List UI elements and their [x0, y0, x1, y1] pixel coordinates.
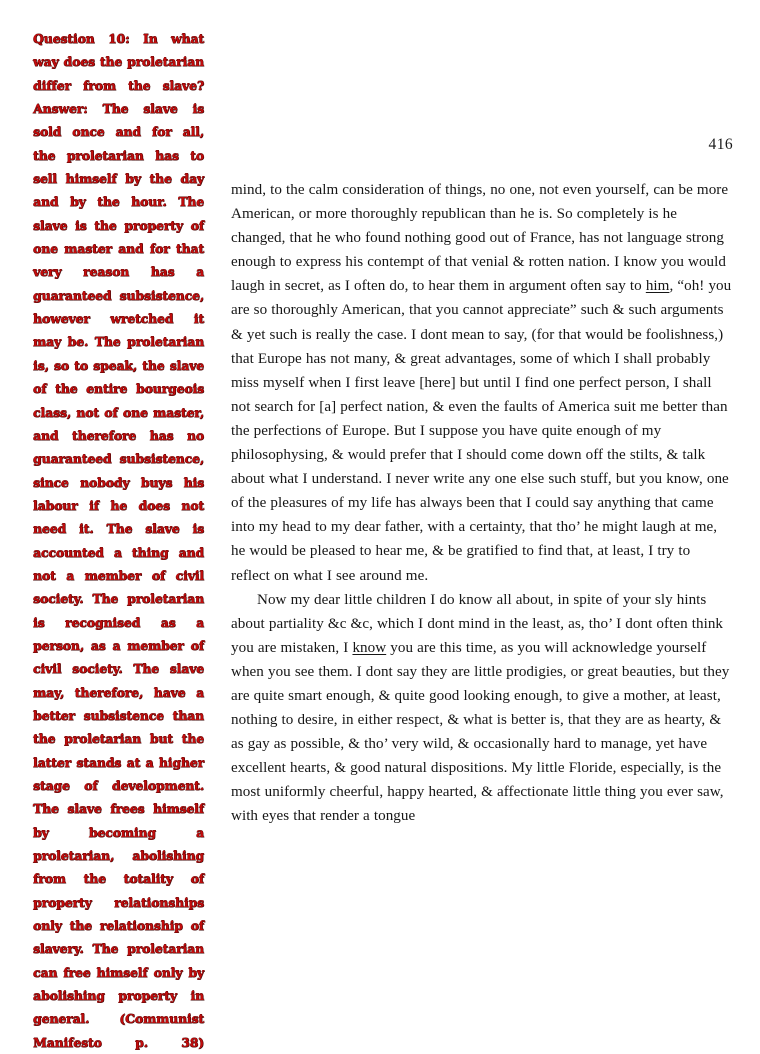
body-paragraph-1	[231, 178, 733, 588]
paragraph-1-emphasized-word: him	[645, 278, 670, 295]
paragraph-1-text-before-emphasis: mind, to the calm consideration of things, no one, not even yourself, can be more American, or more thoroughly republican than he is. So completely is he changed, that he who found nothing good out of France, has not language strong enough to express his contempt of that venial & rotten nation. I know you would laugh in secret, as I often do, to hear them in argument often say to	[231, 182, 729, 295]
paragraph-1-text-after-emphasis: , “oh! you are so thoroughly American, that you cannot appreciate” such & such arguments & yet such is really the case. I dont mean to say, (for that would be foolishness,) that Europe has not many, & great advantages, some of which I shall probably miss myself when I first leave [here] but until I find one perfect person, I shall not search for [a] perfect nation, & even the faults of America suit me better than the perfections of Europe. But I suppose you have quite enough of my philosophysing, & would prefer that I should come down off the stilts, & talk about what I understand. I never write any one else such stuff, but you know, one of the pleasures of my life has always been that I could say anything that came into my head to my dear father, with a certainty, that tho’ he might laugh at me, he would be pleased to hear me, & be gratified to find that, at least, I try to reflect on what I see around me.	[231, 278, 732, 584]
paragraph-2-text-before-emphasis: Now my dear little children I do know all about, in spite of your sly hints about partiality &c &c, which I dont mind in the least, as, tho’ I dont often think you are mistaken, I	[231, 591, 724, 656]
paragraph-2-text-after-emphasis: you are this time, as you will acknowledge yourself when you see them. I dont say they are little prodigies, or great beauties, but they are quite smart enough, & quite good looking enough, to give a mother, at least, nothing to desire, in either respect, & what is better is, that they are as hearty, & as gay as possible, & tho’ very wild, & occasionally hard to manage, yet have excellent hearts, & good natural dispositions. My little Floride, especially, is the most uniformly cheerful, happy hearted, & affectionate little thing you ever saw, with eyes that render a tongue	[231, 639, 730, 825]
main-text-column	[231, 178, 733, 829]
left-margin-annotation-column	[33, 27, 204, 1054]
page-number: 416	[708, 136, 733, 153]
communist-manifesto-quotation: Question 10: In what way does the proletarian differ from the slave? Answer: The slave is sold once and for all, the proletarian has to sell himself by the day and by the hour. The slave is the property of one master and for that very reason has a guaranteed subsistence, however wretched it may be. The proletarian is, so to speak, the slave of the entire bourgeois class, not of one master, and therefore has no guaranteed subsistence, since nobody buys his labour if he does not need it. The slave is accounted a thing and not a member of civil society. The proletarian is recognised as a person, as a member of civil society. The slave may, therefore, have a better subsistence than the proletarian but the latter stands at a higher stage of development. The slave frees himself by becoming a proletarian, abolishing from the totality of property relationships only the relationship of slavery. The proletarian can free himself only by abolishing property in general. (Communist Manifesto p. 38)	[33, 31, 204, 1050]
paragraph-2-emphasized-word: know	[352, 639, 387, 656]
body-paragraph-2	[231, 588, 733, 829]
